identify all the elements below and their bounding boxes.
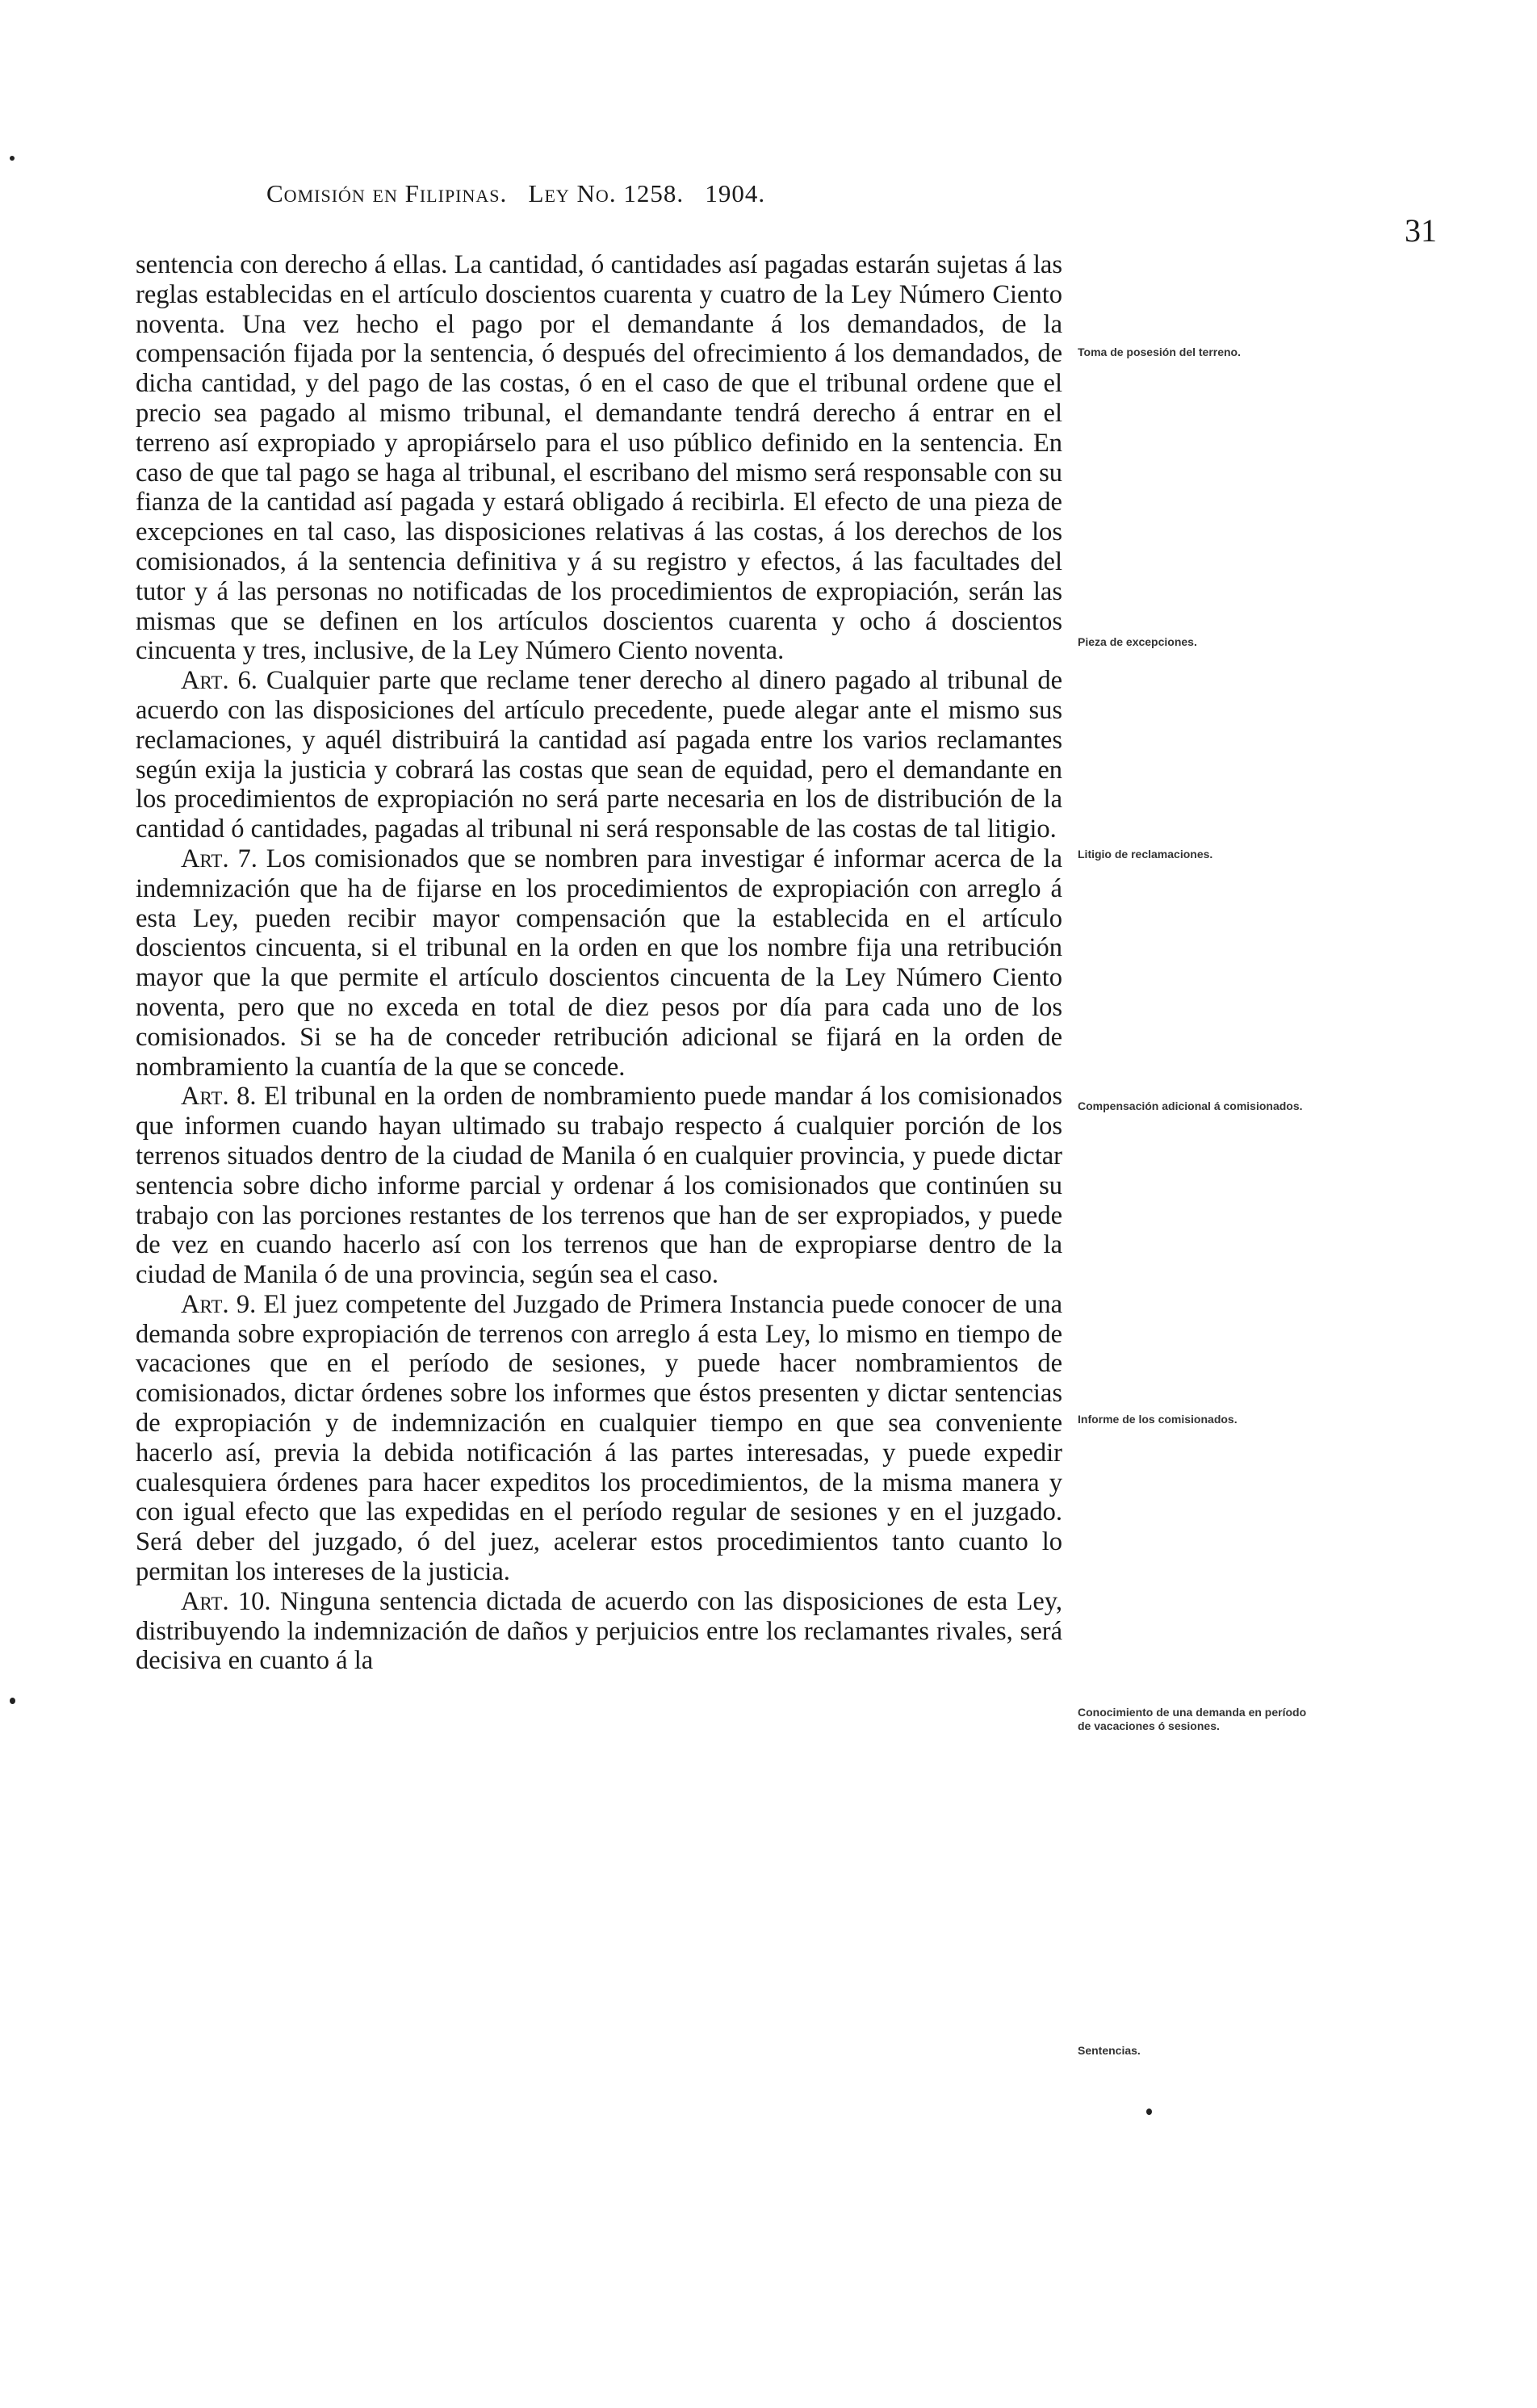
header-year: 1904. <box>705 179 766 207</box>
scan-speck <box>10 156 15 161</box>
article-7 <box>136 844 1062 1082</box>
marginal-note-litigio: Litigio de reclamaciones. <box>1078 848 1213 861</box>
article-8 <box>136 1082 1062 1290</box>
article-9 <box>136 1290 1062 1587</box>
article-6 <box>136 666 1062 844</box>
marginal-note-posesion: Toma de posesión del terreno. <box>1078 345 1242 358</box>
article-9-label: Art. 9. <box>181 1289 257 1319</box>
article-10-label: Art. 10. <box>181 1586 271 1616</box>
running-header <box>266 179 765 208</box>
header-law-number: Ley No. 1258. <box>528 179 685 207</box>
article-9-text: El juez competente del Juzgado de Primera Instancia puede conocer de una demanda sobre expropiación de terrenos con arreglo á esta Ley, lo mismo en tiempo de vacaciones que en el período de sesiones, y puede hacer nombramientos de comisionados, dictar órdenes sobre los informes que éstos presenten y dictar sentencias de expropiación y de indemnización en cualquier tiempo en que sea conveniente hacerlo así, previa la debida notificación á las partes interesadas, y puede expedir cualesquiera órdenes para hacer expeditos los procedimientos, de la misma manera y con igual efecto que las expedidas en el período regular de sesiones y en el juzgado. Será deber del juzgado, ó del juez, acelerar estos procedimientos tanto cuanto lo permitan los intereses de la justicia. <box>136 1289 1062 1587</box>
marginal-note-compensacion: Compensación adicional á comisionados. <box>1078 1099 1303 1112</box>
article-6-text: Cualquier parte que reclame tener derecho al dinero pagado al tribunal de acuerdo con las disposiciones del artículo precedente, puede alegar ante el mismo sus reclamaciones, y aquél distribuirá la cantidad así pagada entre los varios reclamantes según exija la justicia y cobrará las costas que sean de equidad, pero el demandante en los procedimientos de expropiación no será parte necesaria en los de distribución de la cantidad ó cantidades, pagadas al tribunal ni será responsable de las costas de tal litigio. <box>136 666 1063 844</box>
article-7-label: Art. 7. <box>181 844 258 873</box>
article-10-text: Ninguna sentencia dictada de acuerdo con las disposiciones de esta Ley, distribuyendo la indemnización de daños y perjuicios entre los reclamantes rivales, será decisiva en cuanto á la <box>136 1586 1063 1676</box>
scan-speck <box>1146 2109 1152 2115</box>
body-text <box>136 250 1062 1676</box>
article-10 <box>136 1587 1062 1676</box>
paragraph-continuation: sentencia con derecho á ellas. La cantidad, ó cantidades así pagadas estarán sujetas á las reglas establecidas en el artículo doscientos cuarenta y cuatro de la Ley Número Ciento noventa. Una vez hecho el pago por el demandante á los demandados, de la compensación fijada por la sentencia, ó después del ofrecimiento á los demandados, de dicha cantidad, y del pago de las costas, ó en el caso de que el tribunal ordene que el precio sea pagado al mismo tribunal, el demandante tendrá derecho á entrar en el terreno así expropiado y apropiárselo para el uso público definido en la sentencia. En caso de que tal pago se haga al tribunal, el escribano del mismo será responsable con su fianza de la cantidad así pagada y estará obligado á recibirla. El efecto de una pieza de excepciones en tal caso, las disposiciones relativas á las costas, á los derechos de los comisionados, á la sentencia definitiva y á su registro y efectos, á las facultades del tutor y á las personas no notificadas de los procedimientos de expropiación, serán las mismas que se definen en los artículos doscientos cuarenta y ocho á doscientos cincuenta y tres, inclusive, de la Ley Número Ciento noventa. <box>136 250 1062 666</box>
article-8-label: Art. 8. <box>181 1082 257 1112</box>
marginal-note-conocimiento: Conocimiento de una demanda en período de vacaciones ó sesiones. <box>1078 1706 1307 1732</box>
marginal-note-sentencias: Sentencias. <box>1078 2044 1141 2057</box>
article-6-label: Art. 6. <box>181 666 258 696</box>
article-8-text: El tribunal en la orden de nombramiento puede mandar á los comisionados que informen cuando hayan ultimado su trabajo respecto á cualquier porción de los terrenos situados dentro de la ciudad de Manila ó en cualquier provincia, y puede dictar sentencia sobre dicho informe parcial y ordenar á los comisionados que continúen su trabajo con las porciones restantes de los terrenos que han de ser expropiados, y puede de vez en cuando hacerlo así con los terrenos que han de expropiarse dentro de la ciudad de Manila ó de una provincia, según sea el caso. <box>136 1082 1063 1290</box>
scan-speck <box>10 1698 15 1704</box>
header-commission: Comisión en Filipinas. <box>266 179 508 207</box>
article-7-text: Los comisionados que se nombren para investigar é informar acerca de la indemnización que ha de fijarse en los procedimientos de expropiación con arreglo á esta Ley, pueden recibir mayor compensación que la establecida en el artículo doscientos cincuenta, si el tribunal en la orden en que los nombre fija una retribución mayor que la que permite el artículo doscientos cincuenta de la Ley Número Ciento noventa, pero que no exceda en total de diez pesos por día para cada uno de los comisionados. Si se ha de conceder retribución adicional se fijará en la orden de nombramiento la cuantía de la que se concede. <box>136 844 1063 1082</box>
marginal-note-informe: Informe de los comisionados. <box>1078 1413 1238 1426</box>
marginal-note-excepciones: Pieza de excepciones. <box>1078 635 1197 648</box>
page-number: 31 <box>1405 212 1437 249</box>
